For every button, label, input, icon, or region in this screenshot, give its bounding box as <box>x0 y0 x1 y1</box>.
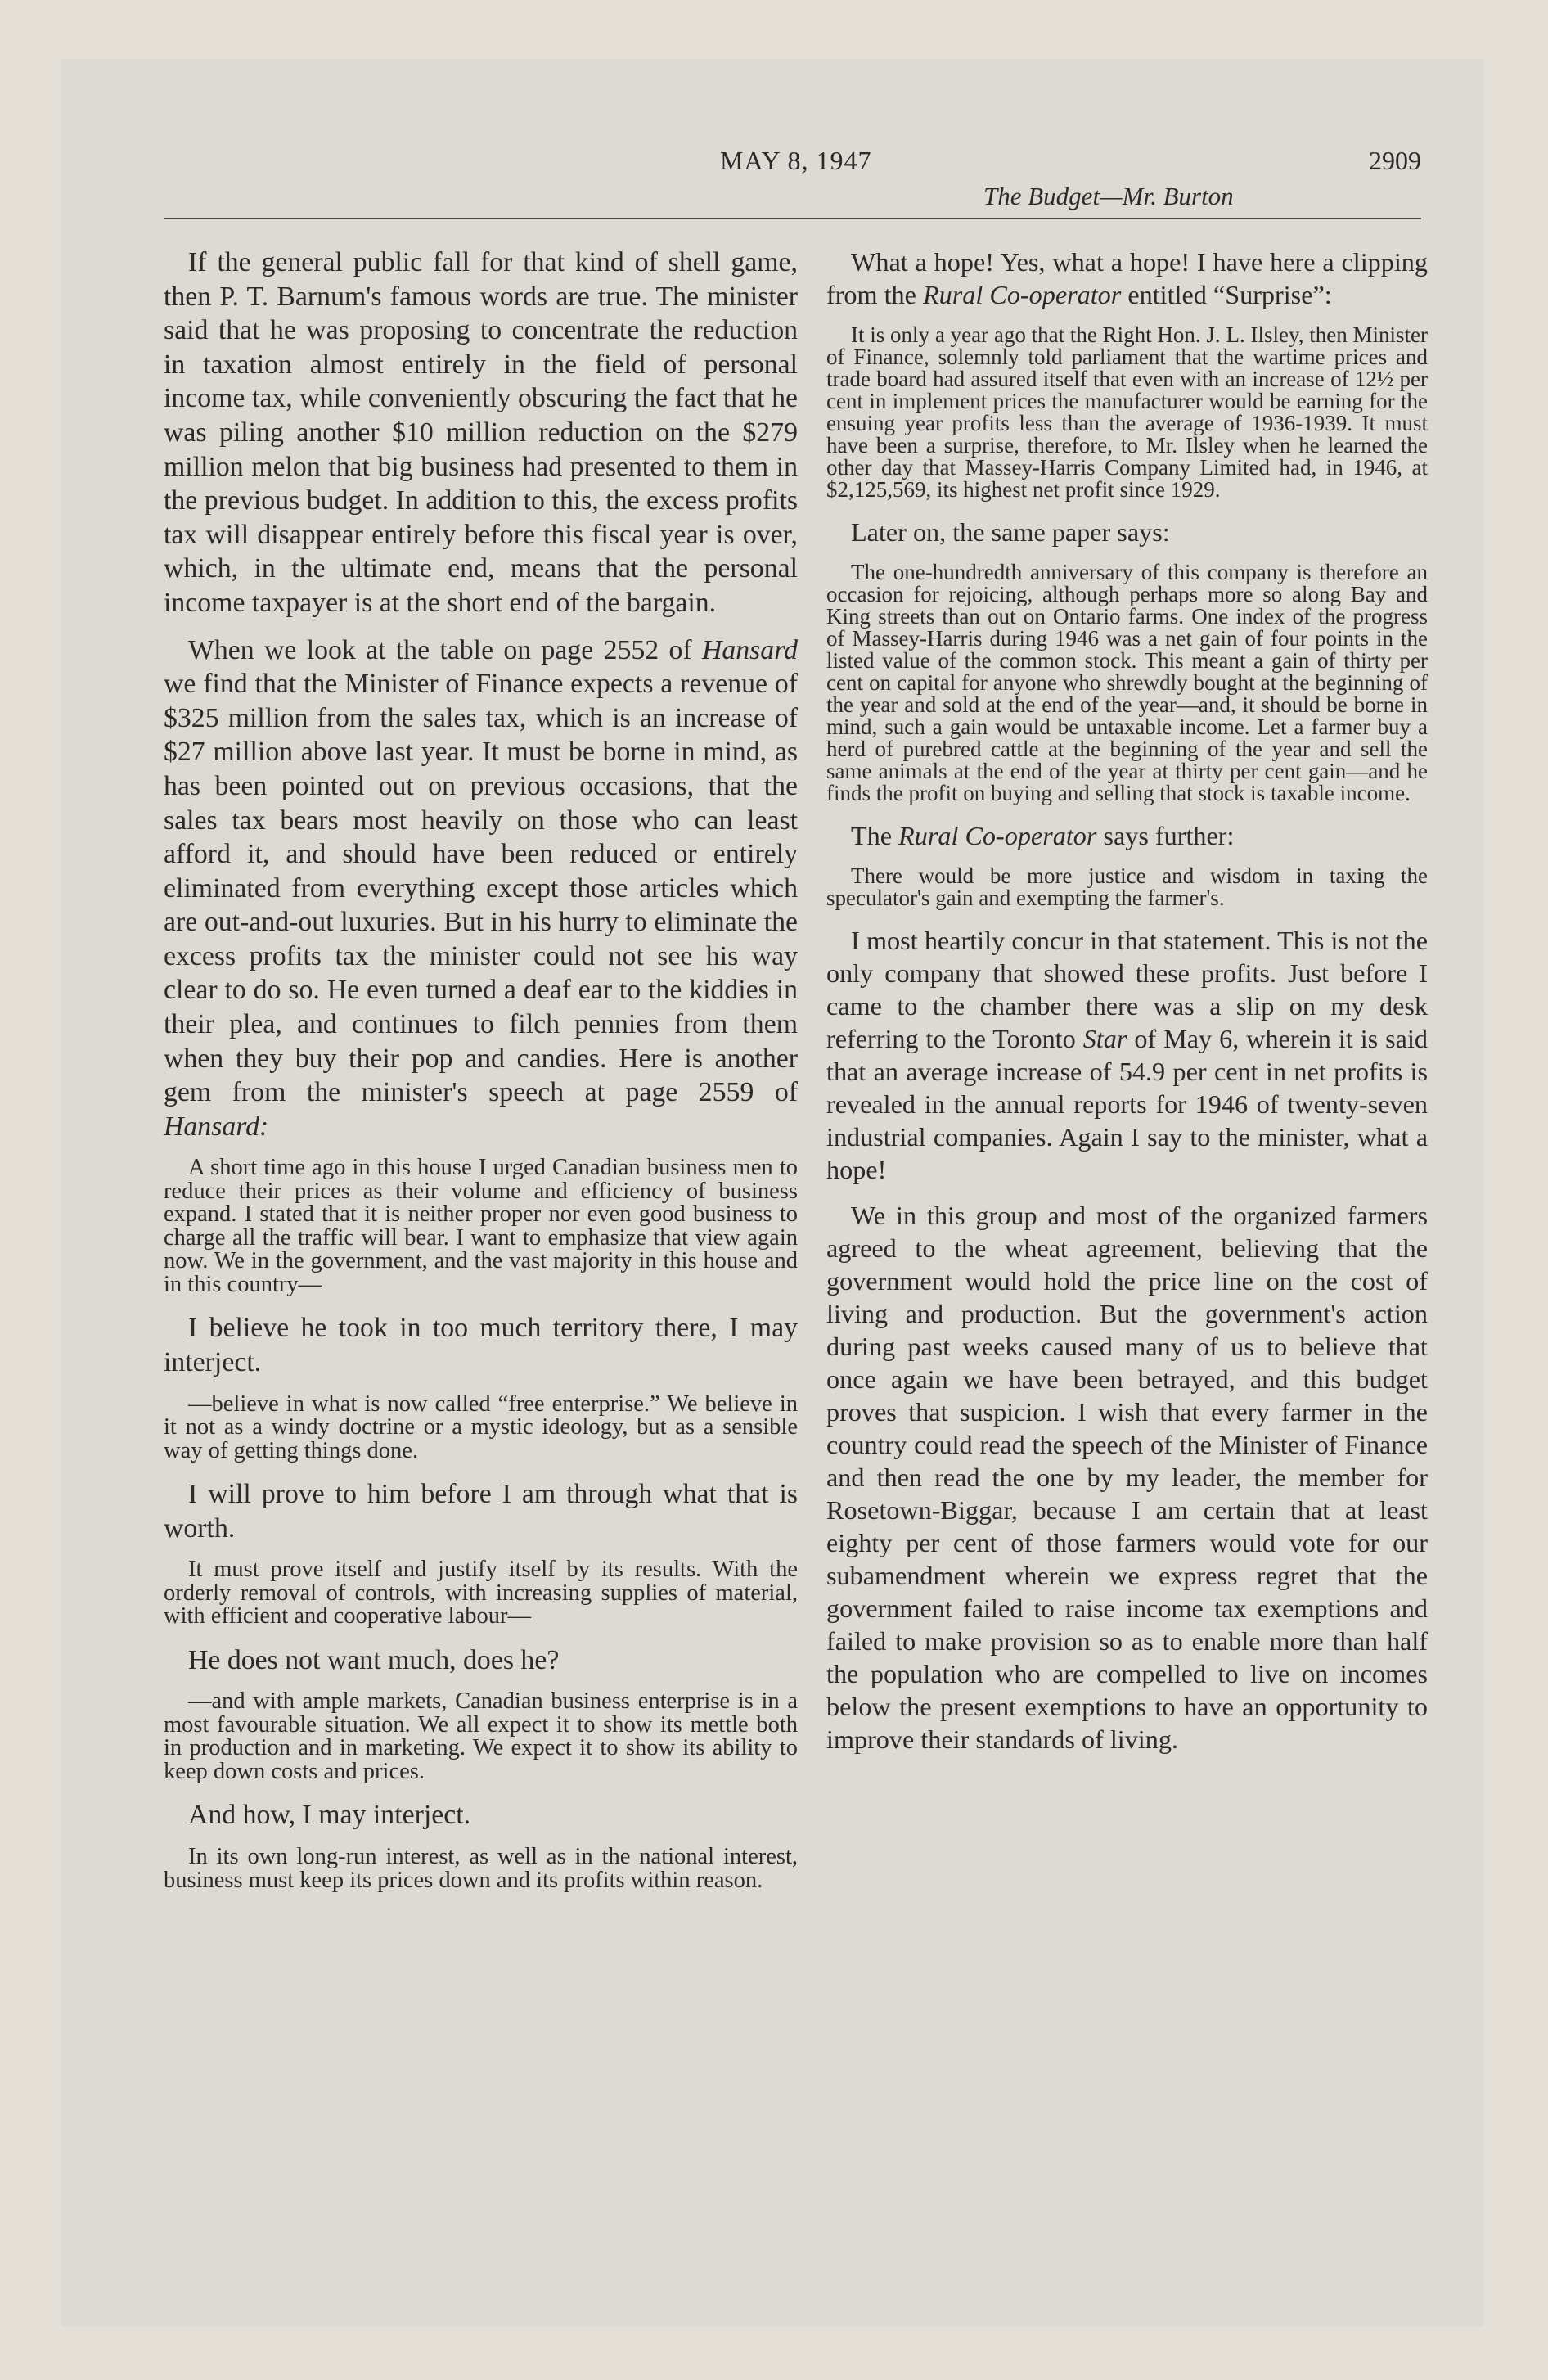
paragraph: I believe he took in too much territory there, I may interject. <box>164 1313 798 1378</box>
text-run: entitled “Surprise”: <box>1121 280 1332 309</box>
block-quote: The one-hundredth anniversary of this company is therefore an occasion for rejoicing, although perhaps more so along Bay and King streets than out on Ontario farms. One index of the progress of Massey-Harris during 1946 was a net gain of four points in the listed value of the common stock. This meant a gain of thirty per cent on capital for anyone who shrewdly bought at the beginning of the year and sold at the end of the year—and, it should be borne in mind, such a gain would be untaxable income. Let a farmer buy a herd of purebred cattle at the beginning of the year and sell the same animals at the end of the year at thirty per cent gain—and he finds the profit on buying and selling that stock is taxable income. <box>826 560 1428 805</box>
block-quote: —and with ample markets, Canadian business enterprise is in a most favourable situation. We all expect it to show its mettle both in production and in marketing. We expect it to show its ability to keep down costs and prices. <box>164 1688 798 1784</box>
paragraph: If the general public fall for that kind of shell game, then P. T. Barnum's famous words are true. The minister said that he was proposing to concentrate the reduction in taxation almost entirely in the field of personal income tax, while conveniently obscuring the fact that he was piling another $10 million reduction on the $279 million melon that big business had presented to them in the previous budget. In addition to this, the excess profits tax will disappear entirely before this fiscal year is over, which, in the ultimate end, means that the personal income taxpayer is at the short end of the bargain. <box>164 247 798 618</box>
block-quote: It must prove itself and justify itself by its results. With the orderly removal of controls, with increasing supplies of material, with efficient and cooperative labour— <box>164 1557 798 1629</box>
text-run: The <box>851 821 899 850</box>
block-quote: It is only a year ago that the Right Hon. J. L. Ilsley, then Minister of Finance, solemnly told parliament that the wartime prices and trade board had assured itself that even with an increase of 12½ per cent in implement prices the manufacturer would be earning for the ensuing year profits less than the average of 1936-1939. It must have been a surprise, therefore, to Mr. Ilsley when he learned the other day that Massey-Harris Company Limited had, in 1946, at $2,125,569, its highest net profit since 1929. <box>826 322 1428 502</box>
block-quote: A short time ago in this house I urged Canadian business men to reduce their prices as their volume and efficiency of business expand. I stated that it is neither proper nor even good business to charge all the traffic will bear. I want to emphasize that view again now. We in the government, and the vast majority in this house and in this country— <box>164 1155 798 1297</box>
text-run: says further: <box>1096 821 1235 850</box>
paragraph: Later on, the same paper says: <box>851 517 1170 547</box>
paragraph: And how, I may interject. <box>188 1800 471 1831</box>
italic-text: Rural Co-operator <box>898 821 1097 850</box>
page-header <box>164 146 1421 219</box>
header-rule <box>164 218 1421 219</box>
header-running-title: The Budget—Mr. Burton <box>983 182 1234 210</box>
text-run: of May 6, wherein it is said that an average increase of 54.9 per cent in net profits is revealed in the annual reports for 1946 of twenty-seven industrial companies. Again I say to the minister, what a hope! <box>826 1024 1428 1184</box>
paragraph: He does not want much, does he? <box>188 1644 560 1675</box>
paragraph <box>164 633 798 1144</box>
right-column <box>826 246 1428 1769</box>
paragraph: We in this group and most of the organized farmers agreed to the wheat agreement, believing that the government would hold the price line on the cost of living and production. But the government's action during past weeks caused many of us to believe that once again we have been betrayed, and this budget proves that suspicion. I wish that every farmer in the country could read the speech of the Minister of Finance and then read the one by my leader, the member for Rosetown-Biggar, because I am certain that at least eighty per cent of those farmers would vote for our subamendment wherein we express regret that the government failed to raise income tax exemptions and failed to make provision so as to enable more than half the population who are compelled to live on incomes below the present exemptions to have an opportunity to improve their standards of living. <box>826 1201 1428 1754</box>
paragraph <box>826 924 1428 1186</box>
header-page-number: 2909 <box>1369 146 1421 175</box>
italic-text: Hansard <box>701 634 798 665</box>
text-run: we find that the Minister of Finance expects a revenue of $325 million from the sales tax, which is an increase of $27 million above last year. It must be borne in mind, as has been pointed out on previous occasions, that the sales tax bears most heavily on those who can least afford it, and should have been reduced or entirely eliminated from everything except those articles which are out-and-out luxuries. But in his hurry to eliminate the excess profits tax the minister could not see his way clear to do so. He even turned a deaf ear to the kiddies in their plea, and continues to filch pennies from them when they buy their pop and candies. Here is another gem from the minister's speech at page 2559 of <box>164 669 798 1108</box>
block-quote: —believe in what is now called “free enterprise.” We believe in it not as a windy doctrine or a mystic ideology, but as a sensible way of getting things done. <box>164 1391 798 1463</box>
italic-text: Hansard: <box>164 1111 269 1142</box>
header-date: MAY 8, 1947 <box>720 146 872 175</box>
left-column <box>164 246 798 1907</box>
paragraph: I will prove to him before I am through what that is worth. <box>164 1479 798 1544</box>
italic-text: Star <box>1082 1024 1127 1053</box>
block-quote: In its own long-run interest, as well as in the national interest, business must keep its prices down and its profits within reason. <box>164 1844 798 1893</box>
paragraph <box>826 246 1428 311</box>
text-run: I most heartily concur in that statement. This is not the only company that showed these profits. Just before I came to the chamber there was a slip on my desk referring to the Toronto <box>826 926 1428 1053</box>
text-run: What a hope! Yes, what a hope! I have here a clipping from the <box>826 247 1428 309</box>
block-quote: There would be more justice and wisdom in taxing the speculator's gain and exempting the farmer's. <box>826 863 1428 910</box>
text-run: When we look at the table on page 2552 of <box>188 634 702 665</box>
italic-text: Rural Co-operator <box>922 280 1122 309</box>
paragraph <box>826 819 1428 852</box>
